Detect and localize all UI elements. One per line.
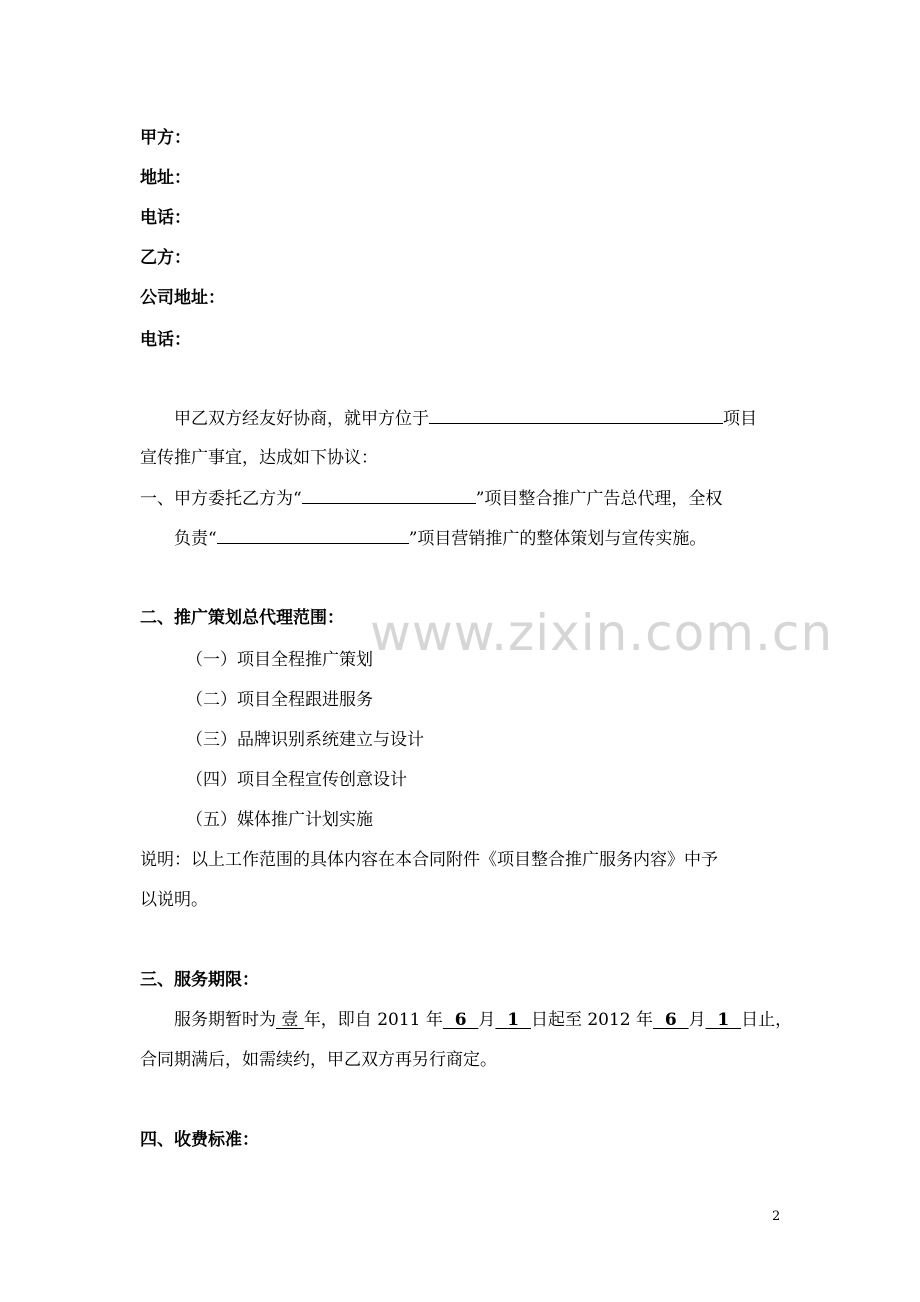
clause-1-text-end: ”项目整合推广广告总代理，全权 xyxy=(475,489,723,509)
end-month: 6 xyxy=(664,1010,677,1030)
scope-item: （三）品牌识别系统建立与设计 xyxy=(186,730,424,750)
intro-line-1 xyxy=(174,406,757,431)
term-text: 日起至 2012 年 xyxy=(530,1010,654,1030)
term-text: 年，即自 2011 年 xyxy=(303,1010,443,1030)
project-name-blank-1 xyxy=(302,486,476,504)
scope-note-line-2: 以说明。 xyxy=(140,890,208,910)
start-month: 6 xyxy=(454,1010,467,1030)
clause-1-line-2 xyxy=(174,526,706,551)
company-address-label: 公司地址： xyxy=(140,288,225,308)
page-number: 2 xyxy=(772,1209,781,1224)
party-b-label: 乙方： xyxy=(140,248,191,268)
intro-text-end: 项目 xyxy=(723,409,757,429)
end-day: 1 xyxy=(717,1010,730,1030)
project-name-blank-2 xyxy=(217,526,409,544)
service-term-line-1 xyxy=(174,1008,792,1032)
start-day-value xyxy=(495,1010,531,1030)
scope-note-line-1: 说明：以上工作范围的具体内容在本合同附件《项目整合推广服务内容》中予 xyxy=(140,850,718,870)
clause-1-line-1 xyxy=(140,486,722,511)
term-years-value xyxy=(276,1010,304,1030)
term-years: 壹 xyxy=(281,1010,299,1030)
term-text: 服务期暂时为 xyxy=(174,1010,276,1030)
term-text: 日止， xyxy=(741,1010,793,1030)
project-location-blank xyxy=(429,406,723,424)
end-day-value xyxy=(706,1010,742,1030)
clause-1-line-2-start: 负责“ xyxy=(174,529,217,549)
section-3-heading: 三、服务期限： xyxy=(140,970,259,990)
watermark: www.zixin.com.cn xyxy=(370,604,834,662)
intro-text-start: 甲乙双方经友好协商，就甲方位于 xyxy=(174,409,429,429)
scope-item: （五）媒体推广计划实施 xyxy=(186,810,373,830)
scope-item: （一）项目全程推广策划 xyxy=(186,650,373,670)
section-2-heading: 二、推广策划总代理范围： xyxy=(140,608,344,628)
section-4-heading: 四、收费标准： xyxy=(140,1130,259,1150)
end-month-value xyxy=(653,1010,689,1030)
start-day: 1 xyxy=(507,1010,520,1030)
clause-1-line-2-end: ”项目营销推广的整体策划与宣传实施。 xyxy=(408,529,707,549)
clause-1-text-start: 一、甲方委托乙方为“ xyxy=(140,489,302,509)
phone-a-label: 电话： xyxy=(140,208,191,228)
service-term-line-2: 合同期满后，如需续约，甲乙双方再另行商定。 xyxy=(140,1050,497,1070)
address-label: 地址： xyxy=(140,168,191,188)
scope-item: （四）项目全程宣传创意设计 xyxy=(186,770,407,790)
intro-line-2: 宣传推广事宜，达成如下协议： xyxy=(140,448,378,468)
term-text: 月 xyxy=(478,1010,496,1030)
phone-b-label: 电话： xyxy=(140,330,191,350)
start-month-value xyxy=(443,1010,479,1030)
scope-item: （二）项目全程跟进服务 xyxy=(186,690,373,710)
term-text: 月 xyxy=(688,1010,706,1030)
party-a-label: 甲方： xyxy=(140,128,191,148)
